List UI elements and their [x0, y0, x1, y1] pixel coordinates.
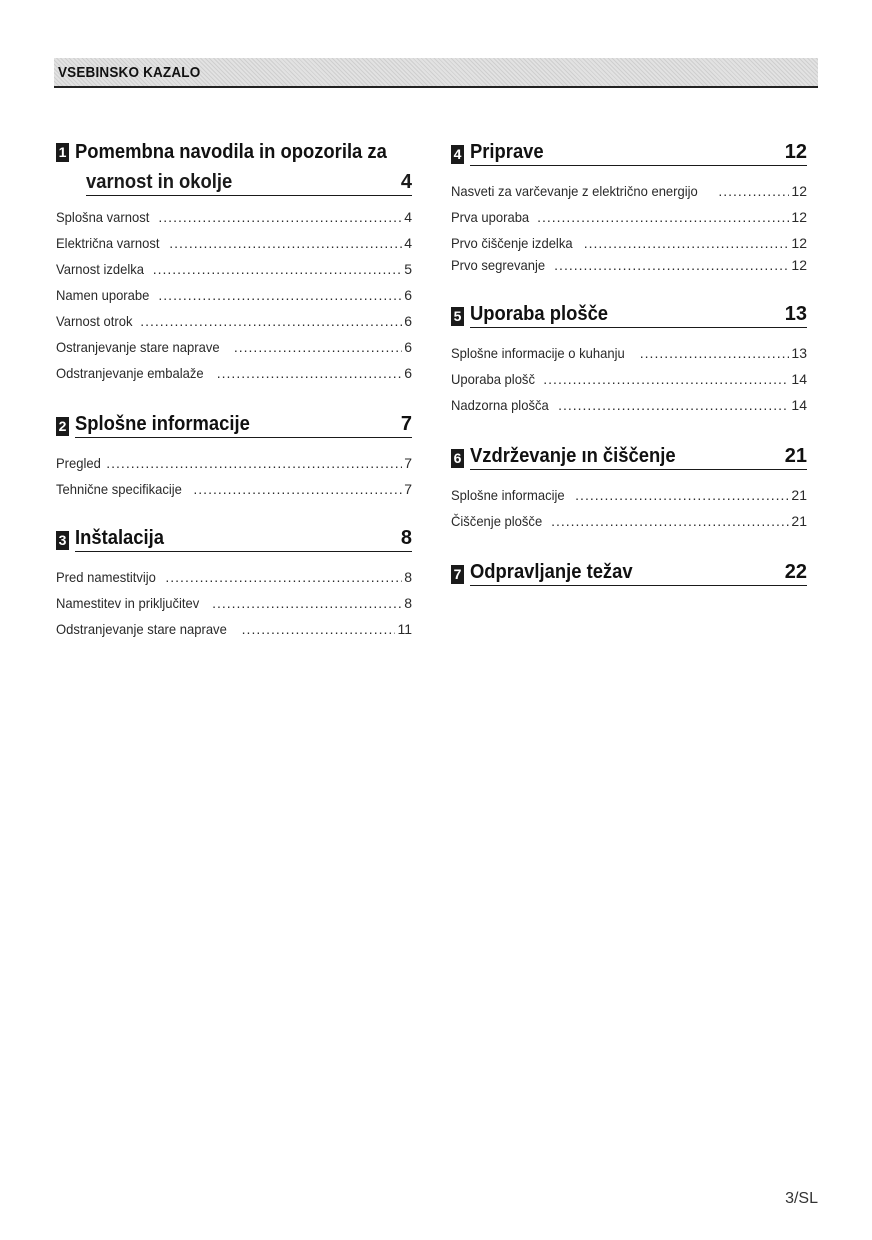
section-number: 4: [451, 145, 464, 164]
entry-page: 4: [404, 209, 412, 225]
entry-label: Prva uporaba: [451, 209, 530, 225]
entry-label: Namestitev in priključitev: [56, 595, 200, 611]
entry-page: 7: [404, 481, 412, 497]
entry-page: 6: [404, 287, 412, 303]
section-heading[interactable]: [451, 302, 807, 328]
entry-page: 12: [791, 183, 807, 199]
entry-label: Čiščenje plošče: [451, 513, 543, 529]
toc-entry[interactable]: [451, 254, 807, 276]
section-title: Uporaba plošče: [470, 303, 609, 325]
section-page: 7: [400, 413, 412, 435]
section-heading[interactable]: [56, 412, 412, 438]
toc-entry[interactable]: [56, 450, 412, 476]
entry-label: Ostranjevanje stare naprave: [56, 339, 220, 355]
entry-page: 8: [404, 595, 412, 611]
toc-entry[interactable]: [56, 616, 412, 642]
entry-label: Splošna varnost: [56, 209, 150, 225]
leader-dots: [234, 334, 402, 360]
entry-page: 6: [404, 313, 412, 329]
entry-label: Prvo čiščenje izdelka: [451, 235, 573, 251]
toc-entry[interactable]: [56, 590, 412, 616]
section-heading[interactable]: [451, 140, 807, 166]
leader-dots: [193, 476, 402, 502]
leader-dots: [242, 616, 396, 642]
section-number: 3: [56, 531, 69, 550]
toc-entry[interactable]: [451, 366, 807, 392]
entry-page: 6: [404, 339, 412, 355]
toc-section-6: [451, 444, 807, 534]
section-title: Priprave: [470, 141, 544, 163]
entry-label: Pregled: [56, 455, 101, 471]
entry-page: 13: [791, 345, 807, 361]
entry-label: Tehnične specifikacije: [56, 481, 182, 497]
section-number: 6: [451, 449, 464, 468]
entry-label: Varnost otrok: [56, 313, 133, 329]
toc-entry[interactable]: [56, 476, 412, 502]
entry-label: Odstranjevanje embalaže: [56, 365, 204, 381]
entry-page: 4: [404, 235, 412, 251]
entry-label: Namen uporabe: [56, 287, 150, 303]
leader-dots: [106, 450, 402, 476]
leader-dots: [584, 232, 790, 254]
leader-dots: [575, 482, 789, 508]
section-title: Odpravljanje težav: [470, 561, 633, 583]
leader-dots: [153, 256, 403, 282]
page-number: 3/SL: [785, 1190, 818, 1207]
leader-dots: [140, 308, 402, 334]
toc-entry[interactable]: [56, 230, 412, 256]
section-heading[interactable]: [56, 140, 412, 196]
entry-label: Splošne informacije o kuhanju: [451, 345, 625, 361]
leader-dots: [158, 204, 402, 230]
leader-dots: [217, 360, 402, 386]
leader-dots: [543, 366, 789, 392]
leader-dots: [718, 178, 789, 204]
entry-label: Uporaba plošč: [451, 371, 535, 387]
page-title: VSEBINSKO KAZALO: [58, 64, 201, 81]
entry-label: Pred namestitvijo: [56, 569, 156, 585]
section-number: 2: [56, 417, 69, 436]
toc-entry[interactable]: [451, 178, 807, 204]
entry-page: 6: [404, 365, 412, 381]
toc-entry[interactable]: [56, 360, 412, 386]
toc-section-1: [56, 140, 412, 386]
entry-page: 12: [791, 257, 807, 273]
toc-entry[interactable]: [56, 256, 412, 282]
section-heading[interactable]: [451, 444, 807, 470]
toc-section-5: [451, 302, 807, 418]
toc-section-4: [451, 140, 807, 276]
leader-dots: [558, 392, 789, 418]
toc-right-column: [451, 140, 807, 586]
toc-entry[interactable]: [56, 334, 412, 360]
entry-page: 21: [791, 487, 807, 503]
entry-page: 8: [404, 569, 412, 585]
entry-label: Odstranjevanje stare naprave: [56, 621, 227, 637]
leader-dots: [169, 230, 402, 256]
section-title: Splošne informacije: [75, 413, 250, 435]
section-title-line1: Pomembna navodila in opozorila za: [75, 141, 387, 163]
toc-entry[interactable]: [451, 508, 807, 534]
toc-section-3: [56, 526, 412, 642]
entry-label: Prvo segrevanje: [451, 257, 546, 273]
leader-dots: [212, 590, 402, 616]
entry-label: Splošne informacije: [451, 487, 565, 503]
section-heading[interactable]: [451, 560, 807, 586]
leader-dots: [158, 282, 402, 308]
section-page: 4: [400, 171, 412, 193]
section-page: 22: [784, 561, 807, 583]
section-page: 21: [784, 445, 807, 467]
header-bar: [54, 58, 818, 88]
entry-label: Nadzorna plošča: [451, 397, 549, 413]
entry-page: 12: [791, 209, 807, 225]
section-page: 13: [784, 303, 807, 325]
section-heading[interactable]: [56, 526, 412, 552]
toc-entry[interactable]: [451, 232, 807, 254]
toc-entry[interactable]: [451, 340, 807, 366]
section-number: 5: [451, 307, 464, 326]
leader-dots: [165, 564, 402, 590]
entry-label: Varnost izdelka: [56, 261, 145, 277]
section-number: 1: [56, 143, 69, 162]
section-title: Vzdrževanje ın čiščenje: [470, 445, 676, 467]
toc-section-2: [56, 412, 412, 502]
toc-left-column: [56, 140, 412, 642]
entry-page: 5: [404, 261, 412, 277]
section-page: 12: [784, 141, 807, 163]
leader-dots: [554, 254, 789, 276]
section-number: 7: [451, 565, 464, 584]
toc-entry[interactable]: [451, 482, 807, 508]
entry-label: Nasveti za varčevanje z električno energijo: [451, 183, 698, 199]
entry-page: 14: [791, 397, 807, 413]
toc-entry[interactable]: [56, 564, 412, 590]
section-title: Inštalacija: [75, 527, 164, 549]
entry-label: Električna varnost: [56, 235, 160, 251]
toc-entry[interactable]: [451, 392, 807, 418]
leader-dots: [551, 508, 789, 534]
toc-entry[interactable]: [451, 204, 807, 230]
entry-page: 14: [791, 371, 807, 387]
toc-entry[interactable]: [56, 282, 412, 308]
entry-page: 11: [397, 621, 412, 637]
toc-section-7: [451, 560, 807, 586]
toc-entry[interactable]: [56, 308, 412, 334]
toc-entry[interactable]: [56, 204, 412, 230]
section-page: 8: [400, 527, 412, 549]
entry-page: 21: [791, 513, 807, 529]
entry-page: 12: [791, 235, 807, 251]
entry-page: 7: [404, 455, 412, 471]
section-title-line2: varnost in okolje: [86, 171, 233, 193]
leader-dots: [537, 204, 789, 230]
leader-dots: [640, 340, 790, 366]
